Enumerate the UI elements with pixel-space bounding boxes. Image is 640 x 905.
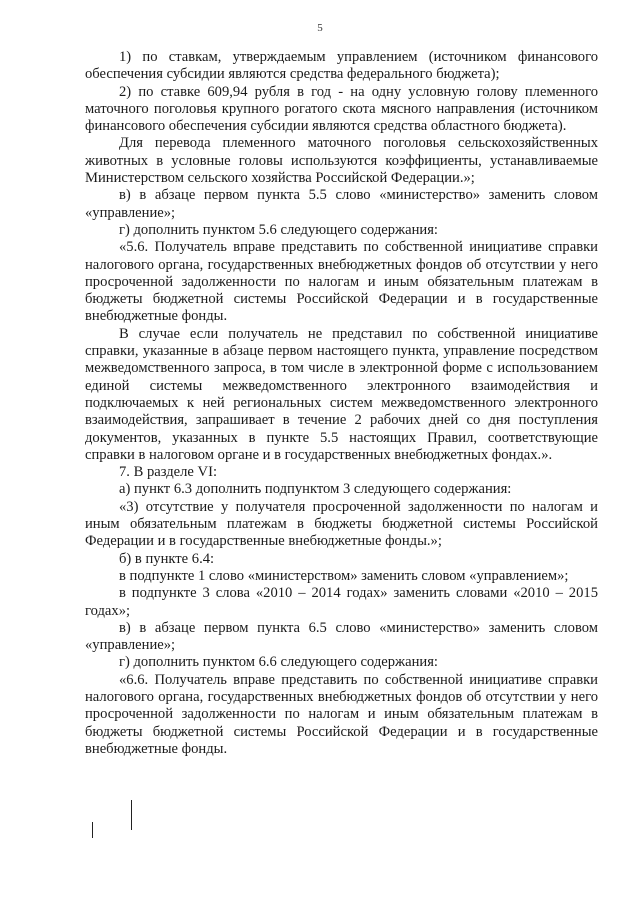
paragraph-amendment-6-3: а) пункт 6.3 дополнить подпунктом 3 следующего содержания: — [119, 481, 512, 498]
paragraph-clause-5-6-request: В случае если получатель не представил по собственной инициативе справки, указанные в абзаце первом настоящего пункта, управление посредством межведомственного запроса, в том числе в электронной форме с использованием единой системы межведомственного электронного взаимодействия и подключаемых к ней региональных систем межведомственного электронного взаимодействия, запрашивает в течение 2 рабочих дней со дня поступления документов, указанных в пункте 5.5 настоящих Правил, соответствующие справки в налоговом органе и в государственных внебюджетных фондах.». — [85, 325, 598, 463]
scan-margin-mark — [131, 800, 132, 830]
paragraph-rate-regional: 2) по ставке 609,94 рубля в год - на одну условную голову племенного маточного поголовья крупного рогатого скота мясного направления (источником финансового обеспечения субсидии являются средства областного бюджета). — [85, 83, 598, 135]
paragraph-subclause-3-years: в подпункте 3 слова «2010 – 2014 годах» заменить словами «2010 – 2015 годах»; — [85, 585, 598, 619]
paragraph-subclause-1: в подпункте 1 слово «министерством» заменить словом «управлением»; — [119, 567, 569, 584]
paragraph-section-vi: 7. В разделе VI: — [119, 464, 218, 481]
paragraph-add-5-6: г) дополнить пунктом 5.6 следующего содержания: — [119, 221, 438, 238]
scan-margin-mark — [92, 822, 93, 838]
document-body — [85, 49, 598, 758]
paragraph-add-6-6: г) дополнить пунктом 6.6 следующего содержания: — [119, 654, 438, 671]
paragraph-clause-6-6: «6.6. Получатель вправе представить по собственной инициативе справки налогового органа, государственных внебюджетных фондов об отсутствии у него просроченной задолженности по налогам и иным обязательным платежам в бюджеты бюджетной системы Российской Федерации и в государственные внебюджетные фонды. — [85, 671, 598, 757]
paragraph-amendment-6-4: б) в пункте 6.4: — [119, 550, 215, 567]
paragraph-conversion-coefficients: Для перевода племенного маточного поголовья сельскохозяйственных животных в условные головы используются коэффициенты, устанавливаемые Министерством сельского хозяйства Российской Федерации.»; — [85, 135, 598, 187]
paragraph-subclause-3: «3) отсутствие у получателя просроченной задолженности по налогам и иным обязательным платежам в бюджеты бюджетной системы Российской Федерации и в государственные внебюджетные фонды.»; — [85, 498, 598, 550]
paragraph-rate-federal: 1) по ставкам, утверждаемым управлением (источником финансового обеспечения субсидии являются средства федерального бюджета); — [85, 49, 598, 83]
paragraph-clause-5-6: «5.6. Получатель вправе представить по собственной инициативе справки налогового органа, государственных внебюджетных фондов об отсутствии у него просроченной задолженности по налогам и иным обязательным платежам в бюджеты бюджетной системы Российской Федерации и в государственные внебюджетные фонды. — [85, 239, 598, 325]
paragraph-amendment-5-5: в) в абзаце первом пункта 5.5 слово «министерство» заменить словом «управление»; — [85, 187, 598, 221]
page-number: 5 — [317, 22, 323, 34]
paragraph-amendment-6-5: в) в абзаце первом пункта 6.5 слово «министерство» заменить словом «управление»; — [85, 619, 598, 654]
